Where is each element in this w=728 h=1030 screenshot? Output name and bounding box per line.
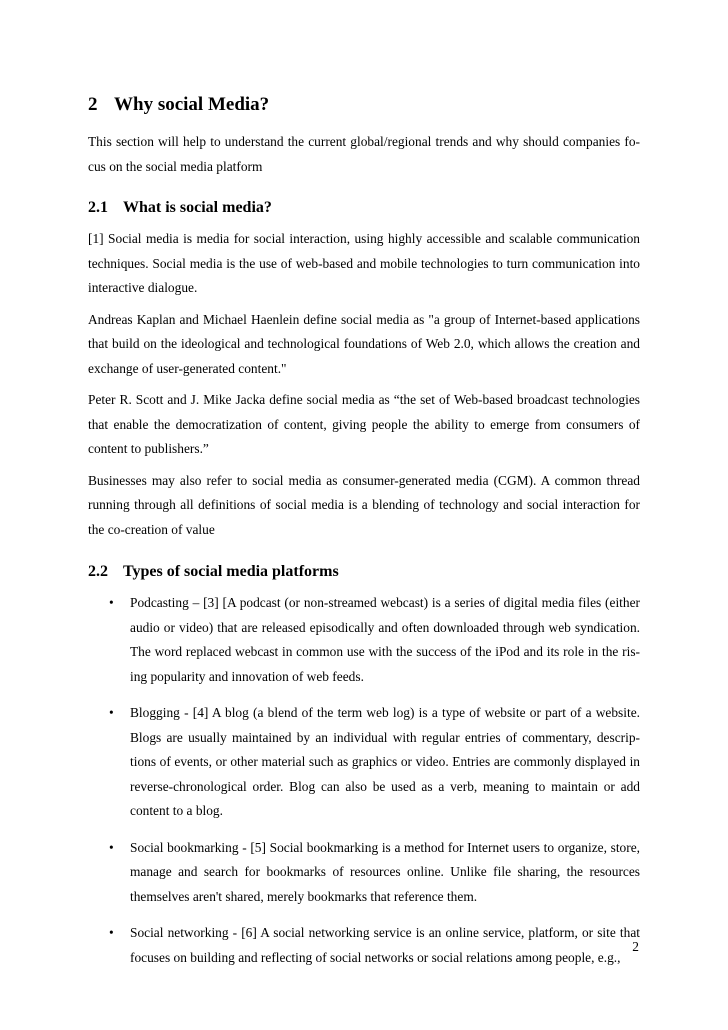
page-number: 2	[632, 939, 639, 954]
subsection-heading-2-1	[88, 197, 640, 219]
subsection-heading-2-2	[88, 561, 640, 583]
section-heading	[88, 92, 640, 118]
list-item	[88, 591, 640, 689]
list-item-text: Blogging - [4] A blog (a blend of the term web log) is a type of website or part of a website. Blogs are usually maintained by an individual with regular entries of commentary, descrip-tions of events, or other material such as graphics or video. Entries are commonly displayed in reverse-chronological order. Blog can also be used as a verb, meaning to maintain or add content to a blog.	[130, 705, 640, 818]
bullet-icon: •	[109, 925, 114, 940]
list-item-text: Social networking - [6] A social networking service is an online service, platform, or site that focuses on building and reflecting of social networks or social relations among people, e.g.,	[130, 925, 640, 965]
list-item	[88, 836, 640, 910]
list-item	[88, 921, 640, 970]
list-item	[88, 701, 640, 824]
subsection-number: 2.1	[88, 199, 108, 216]
paragraph: Peter R. Scott and J. Mike Jacka define social media as “the set of Web-based broadcast technologies that enable the democratization of content, giving people the ability to emerge from consumers of content to publishers.”	[88, 392, 640, 456]
bullet-icon: •	[109, 705, 114, 720]
section-intro: This section will help to understand the current global/regional trends and why should companies fo-cus on the social media platform	[88, 134, 640, 174]
platform-list	[88, 591, 640, 970]
list-item-text: Social bookmarking - [5] Social bookmarking is a method for Internet users to organize, store, manage and search for bookmarks of resources online. Unlike file sharing, the resources themselves aren't shared, merely bookmarks that reference them.	[130, 839, 640, 904]
subsection-title: What is social media?	[123, 199, 272, 216]
section-title: Why social Media?	[114, 94, 270, 115]
subsection-title: Types of social media platforms	[123, 563, 339, 580]
paragraph: [1] Social media is media for social interaction, using highly accessible and scalable communication techniques. Social media is the use of web-based and mobile technologies to turn communication into interactive dialogue.	[88, 231, 640, 295]
document-page	[88, 92, 640, 982]
list-item-text: Podcasting – [3] [A podcast (or non-streamed webcast) is a series of digital media files (either audio or video) that are released episodically and often downloaded through web syndication. The word replaced webcast in common use with the success of the iPod and its role in the ris-ing popularity and innovation of web feeds.	[130, 595, 640, 684]
subsection-number: 2.2	[88, 563, 108, 580]
bullet-icon: •	[109, 839, 114, 855]
paragraph: Andreas Kaplan and Michael Haenlein define social media as "a group of Internet-based applications that build on the ideological and technological foundations of Web 2.0, which allows the creation and exchange of user-generated content."	[88, 311, 640, 376]
section-number: 2	[88, 94, 98, 115]
paragraph: Businesses may also refer to social media as consumer-generated media (CGM). A common thread running through all definitions of social media is a blending of technology and social interaction for the co-creation of value	[88, 472, 640, 537]
bullet-icon: •	[109, 595, 114, 610]
